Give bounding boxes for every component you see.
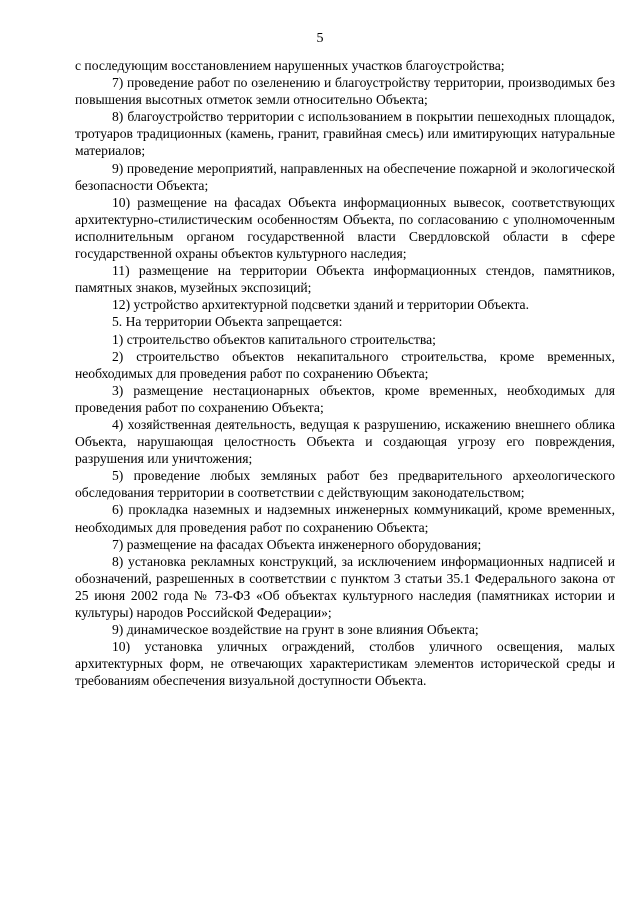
paragraph-prohibited-8: 8) установка рекламных конструкций, за исключением информационных надписей и обозначений, разрешенных в соответствии с пунктом 3 статьи 35.1 Федерального закона от 25 июня 2002 года № 73-ФЗ «Об объектах культурного наследия (памятниках истории и культуры) народов Российской Федерации»; [75,553,615,620]
paragraph-prohibited-2: 2) строительство объектов некапитального строительства, кроме временных, необходимых для проведения работ по сохранению Объекта; [75,348,615,381]
page-number: 5 [316,31,324,46]
paragraph-item-9-safety: 9) проведение мероприятий, направленных на обеспечение пожарной и экологической безопасности Объекта; [75,160,615,193]
paragraph-section-5-heading: 5. На территории Объекта запрещается: [112,314,343,330]
paragraph-prohibited-7: 7) размещение на фасадах Объекта инженерного оборудования; [112,536,482,552]
paragraph-continuation: с последующим восстановлением нарушенных участков благоустройства; [75,58,505,73]
document-body [75,57,615,689]
paragraph-item-12-lighting: 12) устройство архитектурной подсветки зданий и территории Объекта. [112,297,529,313]
paragraph-prohibited-10: 10) установка уличных ограждений, столбов уличного освещения, малых архитектурных форм, не отвечающих характеристикам элементов исторической среды и требованиям обеспечения визуальной доступности Объекта. [75,639,615,689]
paragraph-prohibited-9: 9) динамическое воздействие на грунт в зоне влияния Объекта; [112,622,479,638]
paragraph-item-11-stands: 11) размещение на территории Объекта информационных стендов, памятников, памятных знаков, музейных экспозиций; [75,263,615,296]
paragraph-prohibited-5: 5) проведение любых земляных работ без предварительного археологического обследования территории в соответствии с действующим законодательством; [75,468,615,501]
paragraph-prohibited-4: 4) хозяйственная деятельность, ведущая к разрушению, искажению внешнего облика Объекта, нарушающая целостность Объекта и создающая угрозу его повреждения, разрушения или уничтожения; [75,416,615,467]
paragraph-prohibited-3: 3) размещение нестационарных объектов, кроме временных, необходимых для проведения работ по сохранению Объекта; [75,382,615,415]
paragraph-item-10-signage: 10) размещение на фасадах Объекта информационных вывесок, соответствующих архитектурно-стилистическим особенностям Объекта, по согласованию с уполномоченным исполнительным органом государственной власти Свердловской области в сфере государственной охраны объектов культурного наследия; [75,194,615,262]
paragraph-item-7-greening: 7) проведение работ по озеленению и благоустройству территории, производимых без повышения высотных отметок земли относительно Объекта; [75,75,615,108]
paragraph-prohibited-6: 6) прокладка наземных и надземных инженерных коммуникаций, кроме временных, необходимых для проведения работ по сохранению Объекта; [75,502,615,535]
paragraph-prohibited-1: 1) строительство объектов капитального строительства; [112,331,436,347]
paragraph-item-8-landscaping: 8) благоустройство территории с использованием в покрытии пешеходных площадок, тротуаров традиционных (камень, гранит, гравийная смесь) или имитирующих натуральные материалов; [75,109,615,159]
